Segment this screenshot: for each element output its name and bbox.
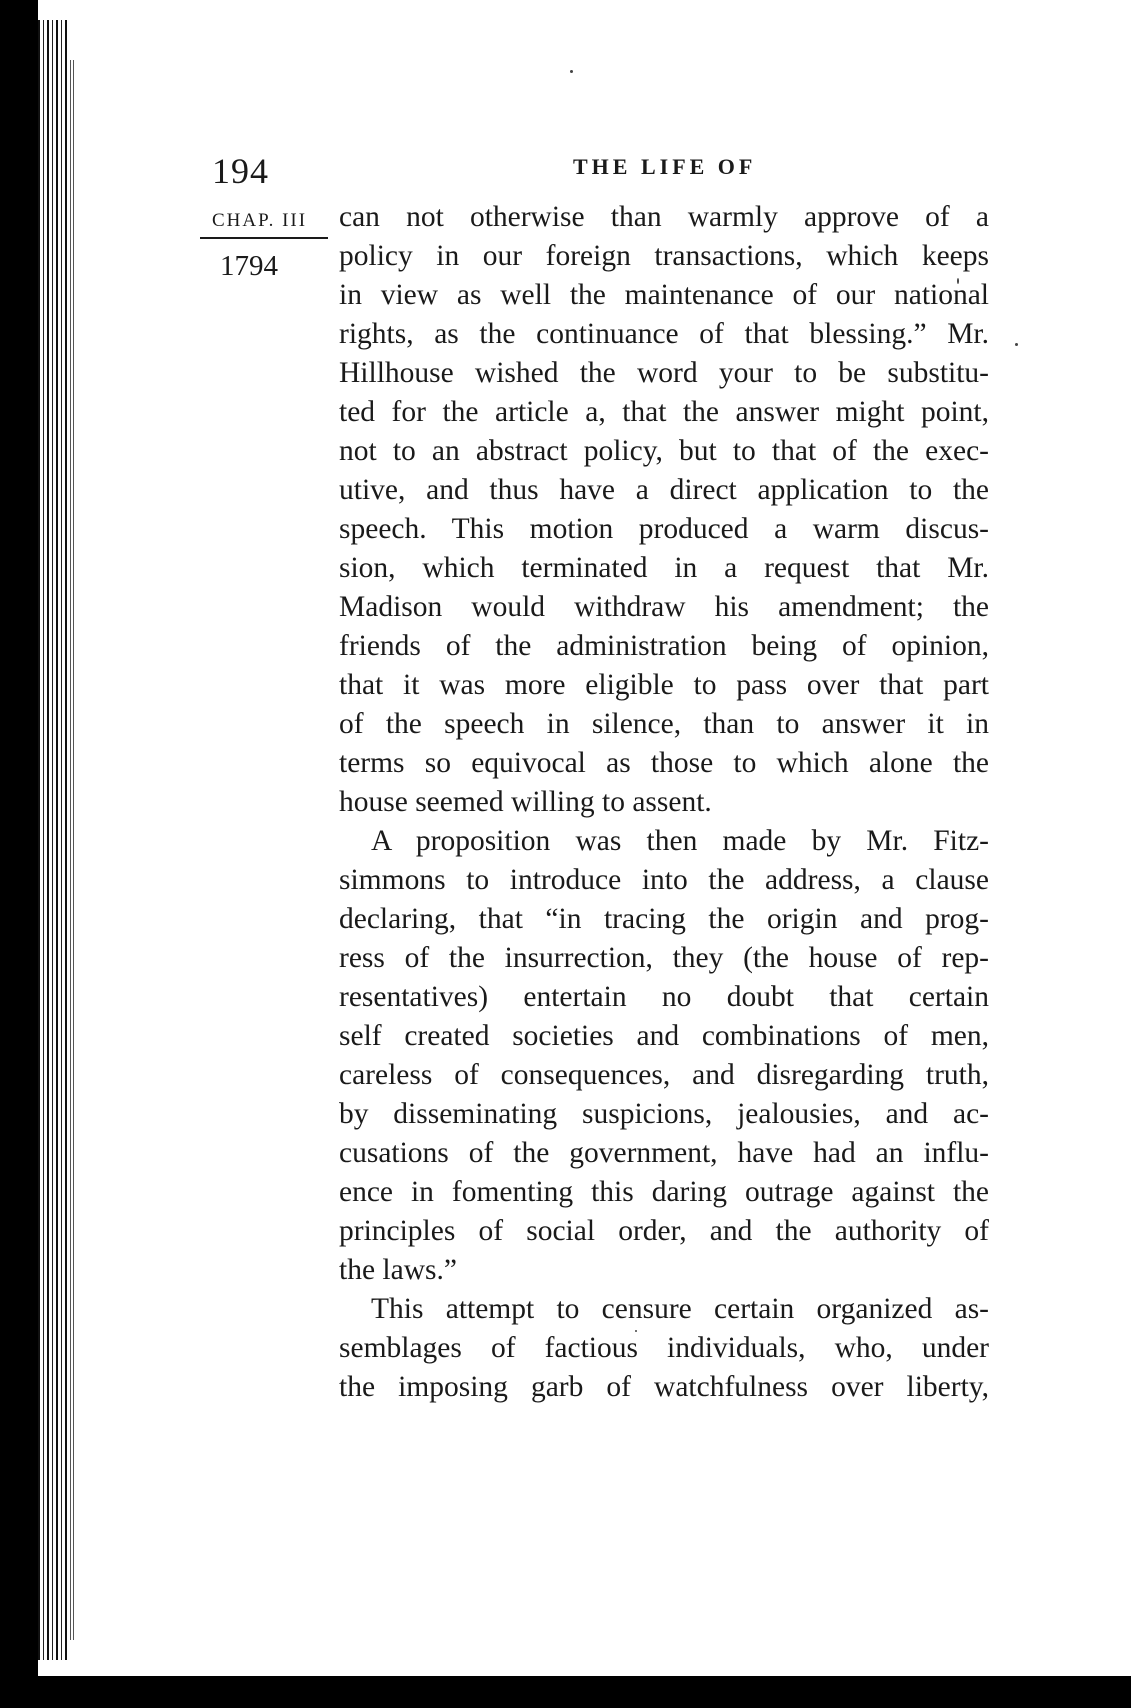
text-line: This attempt to censure certain organized as- (371, 1293, 989, 1325)
scan-binding-fade (70, 60, 76, 1640)
text-line: Hillhouse wished the word your to be substitu- (339, 357, 989, 389)
text-line: of the speech in silence, than to answer it in (339, 708, 989, 740)
text-line: policy in our foreign transactions, which keeps (339, 240, 989, 272)
text-line: self created societies and combinations of men, (339, 1020, 989, 1052)
text-line: by disseminating suspicions, jealousies, and ac- (339, 1098, 989, 1130)
text-line: utive, and thus have a direct application to the (339, 474, 989, 506)
text-line: careless of consequences, and disregarding truth, (339, 1059, 989, 1091)
text-line: ress of the insurrection, they (the house of rep- (339, 942, 989, 974)
text-line: resentatives) entertain no doubt that certain (339, 981, 989, 1013)
text-line: ted for the article a, that the answer might point, (339, 396, 989, 428)
text-line: in view as well the maintenance of our national (339, 279, 989, 311)
text-line: cusations of the government, have had an influ- (339, 1137, 989, 1169)
scan-binding-edge (0, 0, 38, 1708)
text-line: that it was more eligible to pass over that part (339, 669, 989, 701)
running-head: THE LIFE OF (573, 154, 757, 179)
page-number: 194 (212, 151, 269, 191)
margin-chapter: CHAP. III (212, 210, 308, 231)
text-line: semblages of factious individuals, who, under (339, 1332, 989, 1364)
text-line: house seemed willing to assent. (339, 786, 712, 818)
text-line: not to an abstract policy, but to that of the exec- (339, 435, 989, 467)
margin-rule (200, 237, 328, 239)
text-line: declaring, that “in tracing the origin and prog- (339, 903, 989, 935)
text-line: Madison would withdraw his amendment; the (339, 591, 989, 623)
body-text (339, 198, 989, 1407)
text-line: speech. This motion produced a warm discus- (339, 513, 989, 545)
text-line: the imposing garb of watchfulness over liberty, (339, 1371, 989, 1403)
text-line: sion, which terminated in a request that Mr. (339, 552, 989, 584)
text-line: can not otherwise than warmly approve of a (339, 201, 989, 233)
text-line: the laws.” (339, 1254, 457, 1286)
scan-binding-lines (38, 20, 70, 1660)
text-line: terms so equivocal as those to which alone the (339, 747, 989, 779)
scan-bottom-edge (0, 1676, 1131, 1708)
text-line: ence in fomenting this daring outrage against the (339, 1176, 989, 1208)
scan-speck (570, 70, 573, 73)
margin-year: 1794 (220, 250, 278, 282)
text-line: rights, as the continuance of that blessing.” Mr. (339, 318, 989, 350)
text-line: A proposition was then made by Mr. Fitz- (371, 825, 989, 857)
scan-speck (1015, 343, 1018, 346)
text-line: principles of social order, and the authority of (339, 1215, 989, 1247)
text-line: simmons to introduce into the address, a clause (339, 864, 989, 896)
text-line: friends of the administration being of opinion, (339, 630, 989, 662)
